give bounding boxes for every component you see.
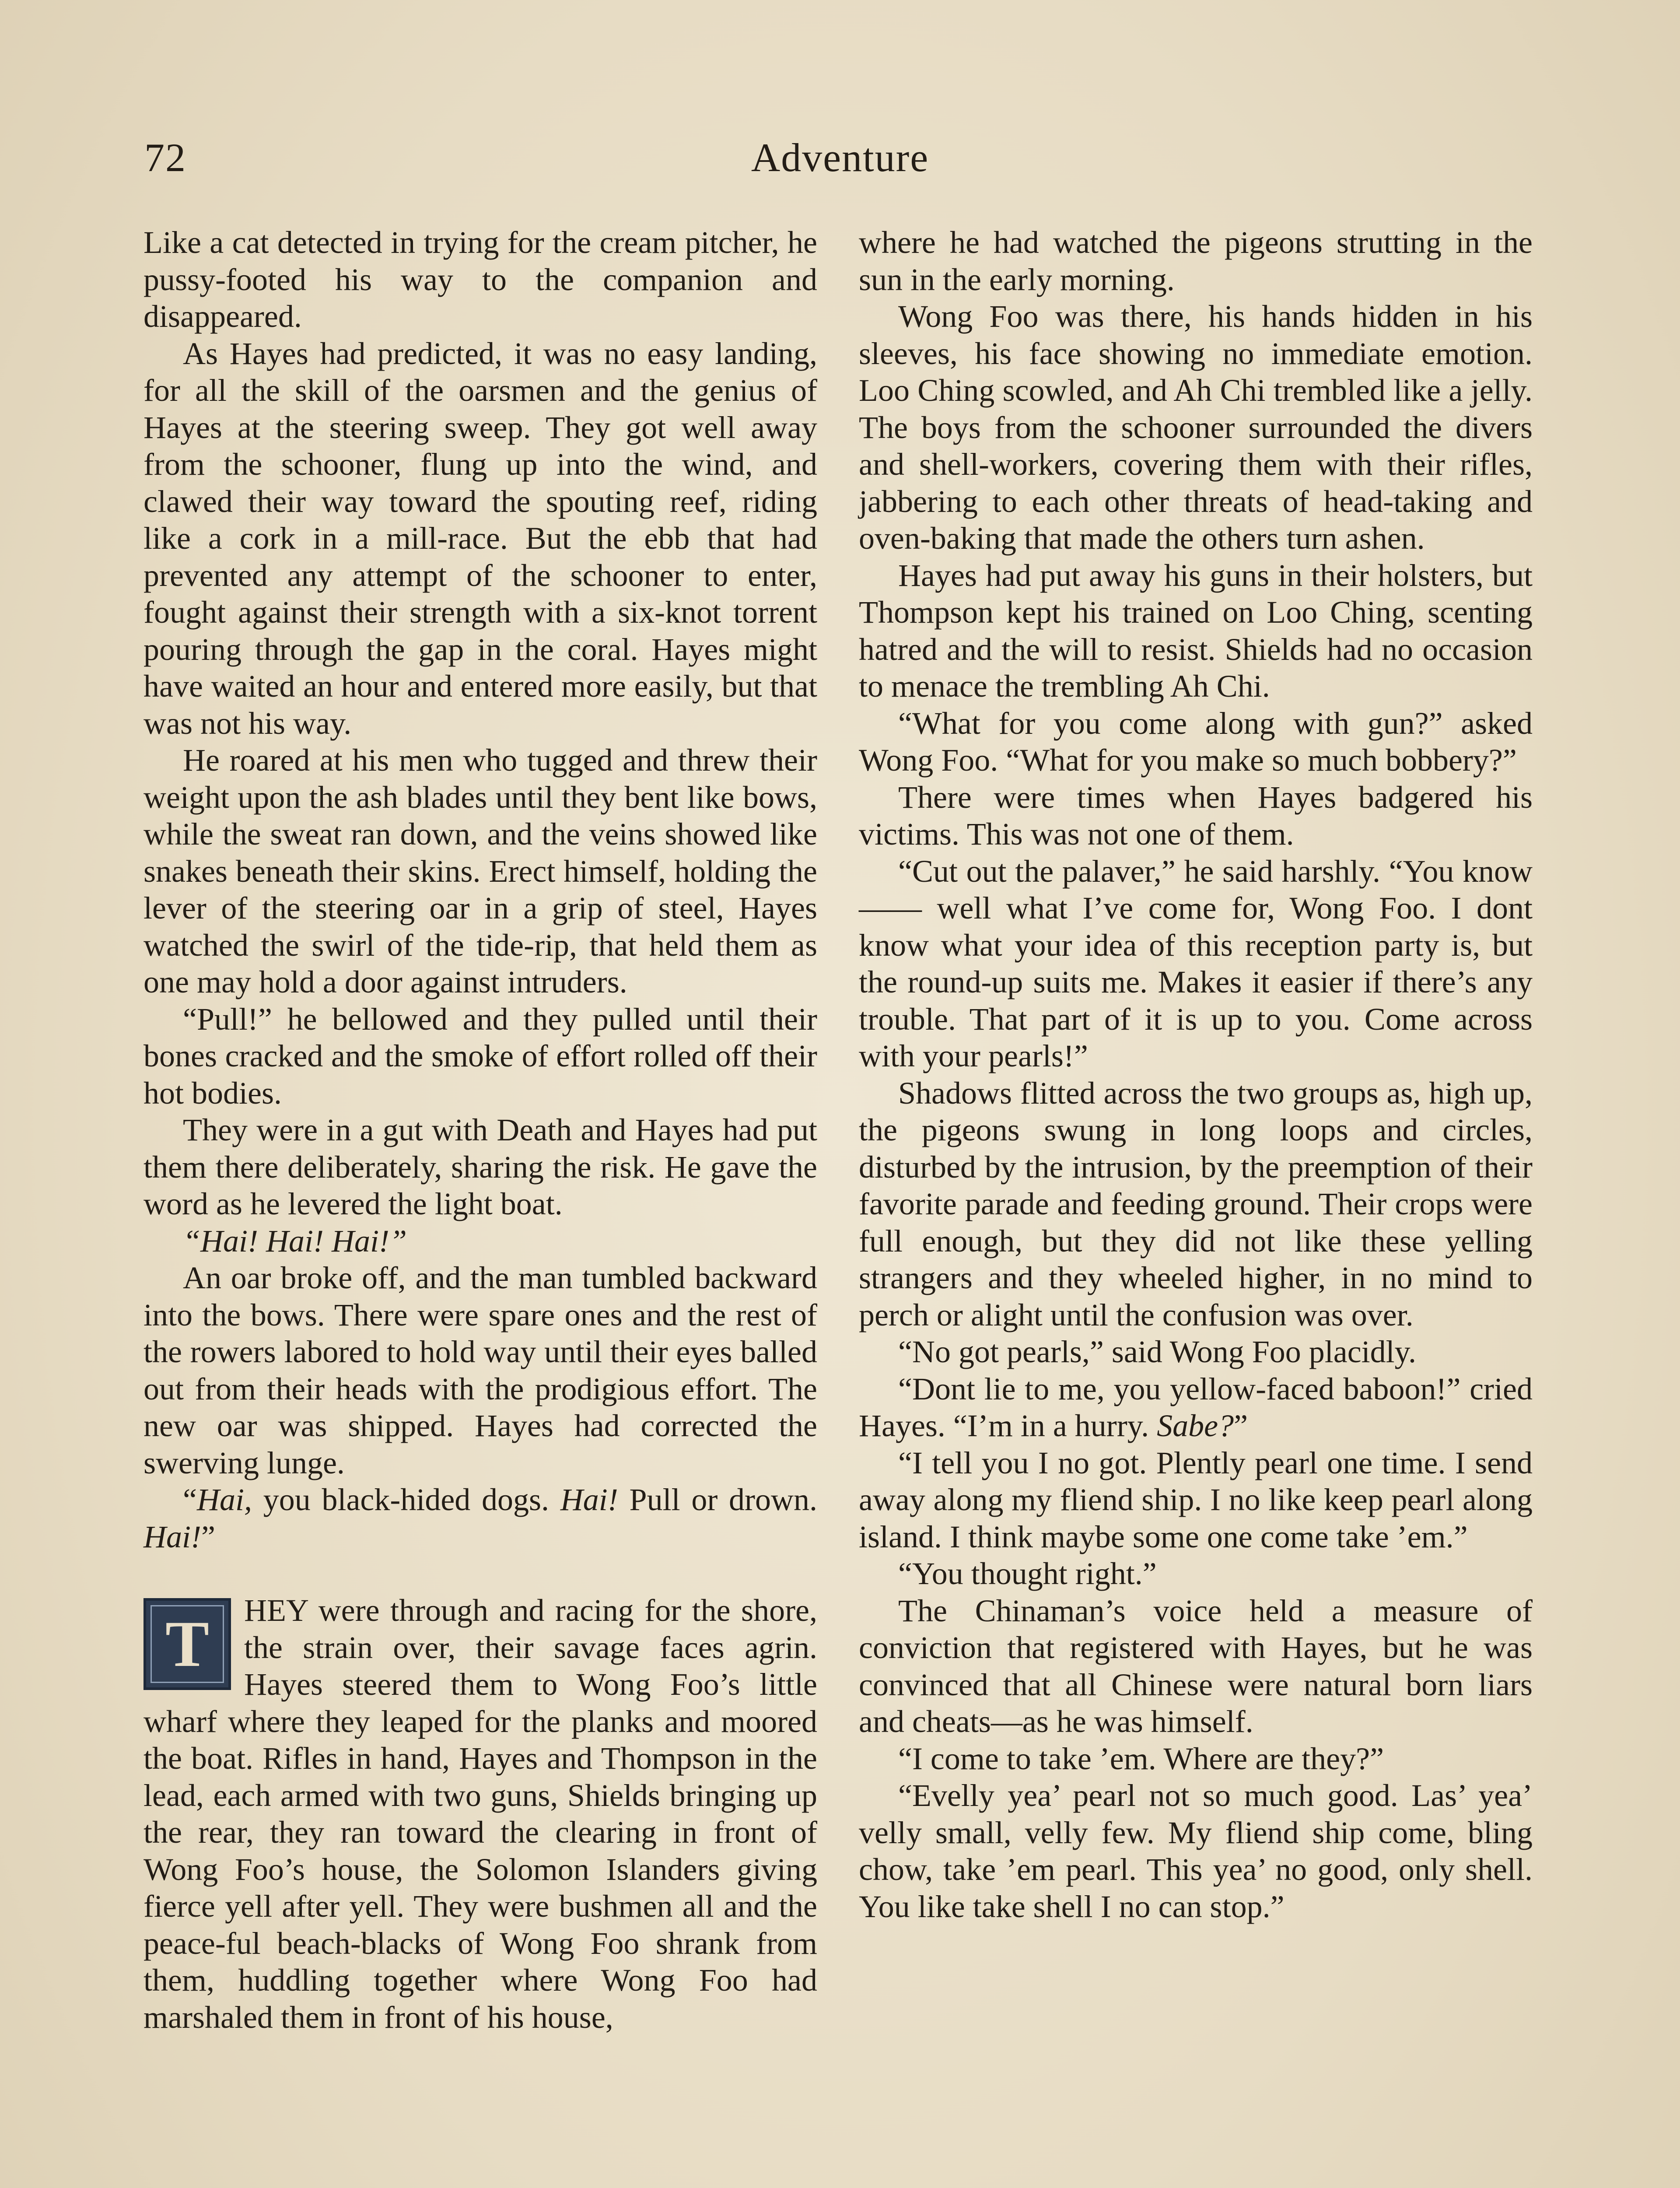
paragraph: He roared at his men who tugged and threw their weight upon the ash blades until they bent like bows, while the sweat ran down, and the veins showed like snakes beneath their skins. Erect himself, holding the lever of the steering oar in a grip of steel, Hayes watched the swirl of the tide-rip, that held them as one may hold a door against intruders.: [144, 743, 817, 999]
paragraph: “Evelly yea’ pearl not so much good. Las’ yea’ velly small, velly few. My fliend ship come, bling chow, take ’em pearl. This yea’ no good, only shell. You like take shell I no can stop.”: [859, 1778, 1533, 1924]
section-text: HEY were through and racing for the shore, the strain over, their savage faces agrin. Hayes steered them to Wong Foo’s little wharf where they leaped for the planks and moored the boat. Rifles in hand, Hayes and Thompson in the lead, each armed with two guns, Shields bringing up the rear, they ran toward the clearing in front of Wong Foo’s house, the Solomon Islanders giving fierce yell after yell. They were bushmen all and the peace-ful beach-blacks of Wong Foo shrank from them, huddling together where Wong Foo had marshaled them in front of his house,: [144, 1593, 817, 2035]
italic-run: Hai!: [144, 1519, 201, 1554]
italic-run: Hai!: [560, 1482, 618, 1517]
section-paragraph: [144, 1592, 817, 2036]
text-run: “Dont lie to me, you yellow-faced baboon!” cried Hayes. “I’m in a hurry.: [859, 1371, 1533, 1443]
paragraph: “Pull!” he bellowed and they pulled until their bones cracked and the smoke of effort rolled off their hot bodies.: [144, 1001, 817, 1111]
paragraph: “What for you come along with gun?” asked Wong Foo. “What for you make so much bobbery?”: [859, 705, 1533, 778]
paragraph: where he had watched the pigeons strutting in the sun in the early morning.: [859, 225, 1533, 297]
paragraph: [144, 1223, 817, 1260]
text-run: “: [183, 1482, 197, 1517]
running-title: Adventure: [751, 135, 929, 180]
paragraph: [144, 1481, 817, 1555]
left-column: [144, 224, 817, 2036]
page-number: 72: [144, 135, 186, 180]
text-run: ”: [201, 1519, 215, 1554]
right-column: [859, 224, 1533, 1925]
italic-run: Sabe?: [1157, 1408, 1234, 1443]
paragraph: Shadows flitted across the two groups as, high up, the pigeons swung in long loops and circles, disturbed by the intrusion, by the preemption of their favorite parade and feeding ground. Their crops were full enough, but they did not like these yelling strangers and they wheeled higher, in no mind to perch or alight until the confusion was over.: [859, 1075, 1533, 1332]
text-run: Pull or drown.: [618, 1482, 818, 1517]
paragraph: Like a cat detected in trying for the cream pitcher, he pussy-footed his way to the companion and disappeared.: [144, 225, 817, 334]
text-run: ”: [1234, 1408, 1248, 1443]
drop-cap-letter: T: [165, 1608, 210, 1680]
paragraph: “You thought right.”: [898, 1556, 1157, 1591]
italic-run: Hai,: [196, 1482, 252, 1517]
paragraph: “Cut out the palaver,” he said harshly. “You know —— well what I’ve come for, Wong Foo. I dont know what your idea of this reception party is, but the round-up suits me. Makes it easier if there’s any trouble. That part of it is up to you. Come across with your pearls!”: [859, 853, 1533, 1073]
paragraph: “No got pearls,” said Wong Foo placidly.: [898, 1334, 1416, 1369]
drop-cap-ornament: [144, 1598, 231, 1690]
running-header: [144, 131, 1536, 193]
paragraph: As Hayes had predicted, it was no easy landing, for all the skill of the oarsmen and the genius of Hayes at the steering sweep. They got well away from the schooner, flung up into the wind, and clawed their way toward the spouting reef, riding like a cork in a mill-race. But the ebb that had prevented any attempt of the schooner to enter, fought against their strength with a six-knot torrent pouring through the gap in the coral. Hayes might have waited an hour and entered more easily, but that was not his way.: [144, 336, 817, 741]
paragraph: [859, 1371, 1533, 1445]
paragraph: There were times when Hayes badgered his victims. This was not one of them.: [859, 779, 1533, 852]
paragraph: An oar broke off, and the man tumbled backward into the bows. There were spare ones and the rest of the rowers labored to hold way until their eyes balled out from their heads with the prodigious effort. The new oar was shipped. Hayes had corrected the swerving lunge.: [144, 1260, 817, 1480]
paragraph: “I tell you I no got. Plently pearl one time. I send away along my fliend ship. I no like keep pearl along island. I think maybe some one come take ’em.”: [859, 1445, 1533, 1554]
paragraph: “I come to take ’em. Where are they?”: [898, 1741, 1384, 1776]
italic-shout: “Hai! Hai! Hai!”: [183, 1223, 407, 1259]
paragraph: Wong Foo was there, his hands hidden in his sleeves, his face showing no immediate emotion. Loo Ching scowled, and Ah Chi trembled like a jelly. The boys from the schooner surrounded the divers and shell-workers, covering them with their rifles, jabbering to each other threats of head-taking and oven-baking that made the others turn ashen.: [859, 299, 1533, 556]
text-run: you black-hided dogs.: [252, 1482, 560, 1517]
paragraph: Hayes had put away his guns in their holsters, but Thompson kept his trained on Loo Ching, scenting hatred and the will to resist. Shields had no occasion to menace the trembling Ah Chi.: [859, 558, 1533, 704]
paragraph: The Chinaman’s voice held a measure of conviction that registered with Hayes, but he was convinced that all Chinese were natural born liars and cheats—as he was himself.: [859, 1593, 1533, 1739]
paragraph: They were in a gut with Death and Hayes had put them there deliberately, sharing the risk. He gave the word as he levered the light boat.: [144, 1112, 817, 1221]
